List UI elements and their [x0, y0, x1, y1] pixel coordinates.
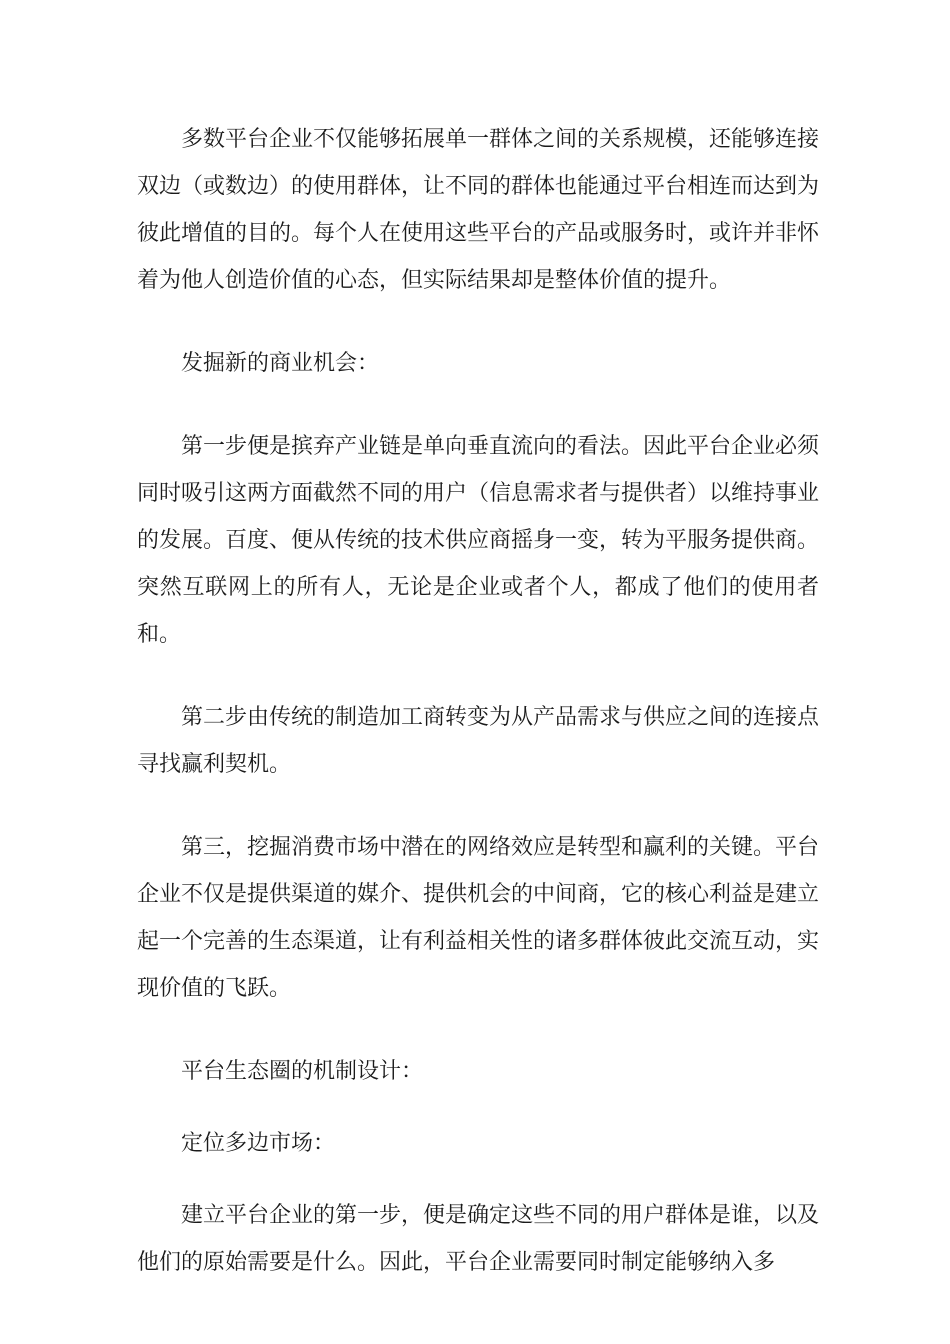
- paragraph-step-one: 第一步便是摈弃产业链是单向垂直流向的看法。因此平台企业必须同时吸引这两方面截然不同的用户（信息需求者与提供者）以维持事业的发展。百度、便从传统的技术供应商摇身一变，转为平服务提供商。突然互联网上的所有人，无论是企业或者个人，都成了他们的使用者和。: [137, 434, 820, 647]
- paragraph-step-three: 第三，挖掘消费市场中潜在的网络效应是转型和赢利的关键。平台企业不仅是提供渠道的媒介、提供机会的中间商，它的核心利益是建立起一个完善的生态渠道，让有利益相关性的诸多群体彼此交流互动，实现价值的飞跃。: [137, 835, 820, 1001]
- paragraph-platform-intro: 多数平台企业不仅能够拓展单一群体之间的关系规模，还能够连接双边（或数边）的使用群体，让不同的群体也能通过平台相连而达到为彼此增值的目的。每个人在使用这些平台的产品或服务时，或许并非怀着为他人创造价值的心态，但实际结果却是整体价值的提升。: [137, 127, 820, 293]
- paragraph-step-two: 第二步由传统的制造加工商转变为从产品需求与供应之间的连接点寻找赢利契机。: [137, 705, 820, 777]
- heading-ecosystem-mechanism: 平台生态圈的机制设计：: [181, 1059, 424, 1084]
- paragraph-build-platform: 建立平台企业的第一步，便是确定这些不同的用户群体是谁，以及他们的原始需要是什么。因此，平台企业需要同时制定能够纳入多: [137, 1203, 820, 1275]
- heading-new-business-opportunities: 发掘新的商业机会：: [181, 351, 380, 376]
- document-body: [137, 116, 819, 1286]
- heading-multi-sided-market: 定位多边市场：: [181, 1131, 336, 1156]
